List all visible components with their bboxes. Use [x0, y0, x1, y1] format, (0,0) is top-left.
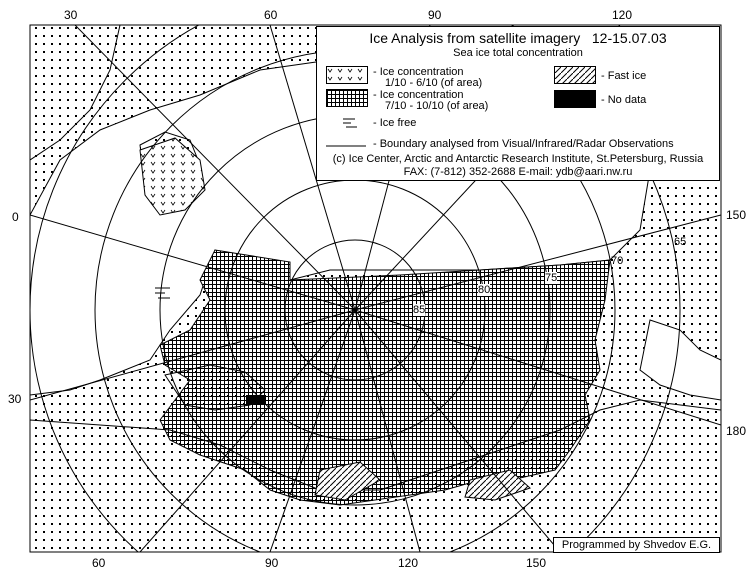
meridian-label-top-30: 30: [64, 8, 78, 22]
legend-item-no-data: - No data: [601, 94, 647, 106]
meridian-label-bottom-120: 120: [398, 556, 419, 570]
parallel-label-65: 65: [674, 236, 687, 248]
parallel-label-70: 70: [611, 255, 624, 267]
legend-item-high-detail: 7/10 - 10/10 (of area): [385, 100, 489, 112]
legend-title: Ice Analysis from satellite imagery: [369, 30, 581, 46]
swatch-ice-free: [343, 117, 363, 129]
legend-item-low-label: - Ice concentration: [373, 66, 464, 78]
legend-item-low-detail: 1/10 - 6/10 (of area): [385, 77, 483, 89]
meridian-label-left-30: 30: [8, 392, 22, 406]
swatch-fast-ice: [554, 66, 596, 84]
legend-title-row: [317, 30, 719, 46]
legend-date: 12-15.07.03: [591, 30, 667, 46]
legend-institute: (c) Ice Center, Arctic and Antarctic Research Institute, St.Petersburg, Russia: [332, 153, 704, 165]
meridian-label-bottom-60: 60: [92, 556, 106, 570]
legend-boundary: - Boundary analysed from Visual/Infrared/Radar Observations: [373, 138, 674, 150]
meridian-label-left-0: 0: [12, 210, 19, 224]
meridian-label-top-120: 120: [612, 8, 633, 22]
legend-item-low: [373, 67, 482, 89]
meridian-label-right-180: 180: [726, 424, 747, 438]
swatch-high-concentration: [326, 89, 368, 107]
meridian-label-top-60: 60: [264, 8, 278, 22]
swatch-no-data: [554, 90, 596, 108]
meridian-label-bottom-90: 90: [265, 556, 279, 570]
swatch-low-concentration: [326, 66, 368, 84]
meridian-label-top-90: 90: [428, 8, 442, 22]
parallel-label-85: 85: [413, 304, 426, 316]
parallel-label-80: 80: [478, 284, 491, 296]
legend-item-high-label: - Ice concentration: [373, 89, 464, 101]
credit-box: Programmed by Shvedov E.G.: [553, 537, 720, 553]
legend-item-high: [373, 90, 488, 112]
no-data-area: [246, 395, 266, 405]
meridian-label-right-150: 150: [726, 208, 747, 222]
legend-item-fast-ice: - Fast ice: [601, 70, 647, 82]
legend-item-ice-free: - Ice free: [373, 117, 417, 129]
meridian-label-bottom-150: 150: [526, 556, 547, 570]
legend-contact: FAX: (7-812) 352-2688 E-mail: ydb@aari.nw.ru: [403, 166, 633, 178]
boundary-line-sample: [326, 144, 366, 148]
legend-subtitle: Sea ice total concentration: [453, 47, 583, 59]
legend-box: [316, 26, 720, 181]
parallel-label-75: 75: [545, 272, 558, 284]
